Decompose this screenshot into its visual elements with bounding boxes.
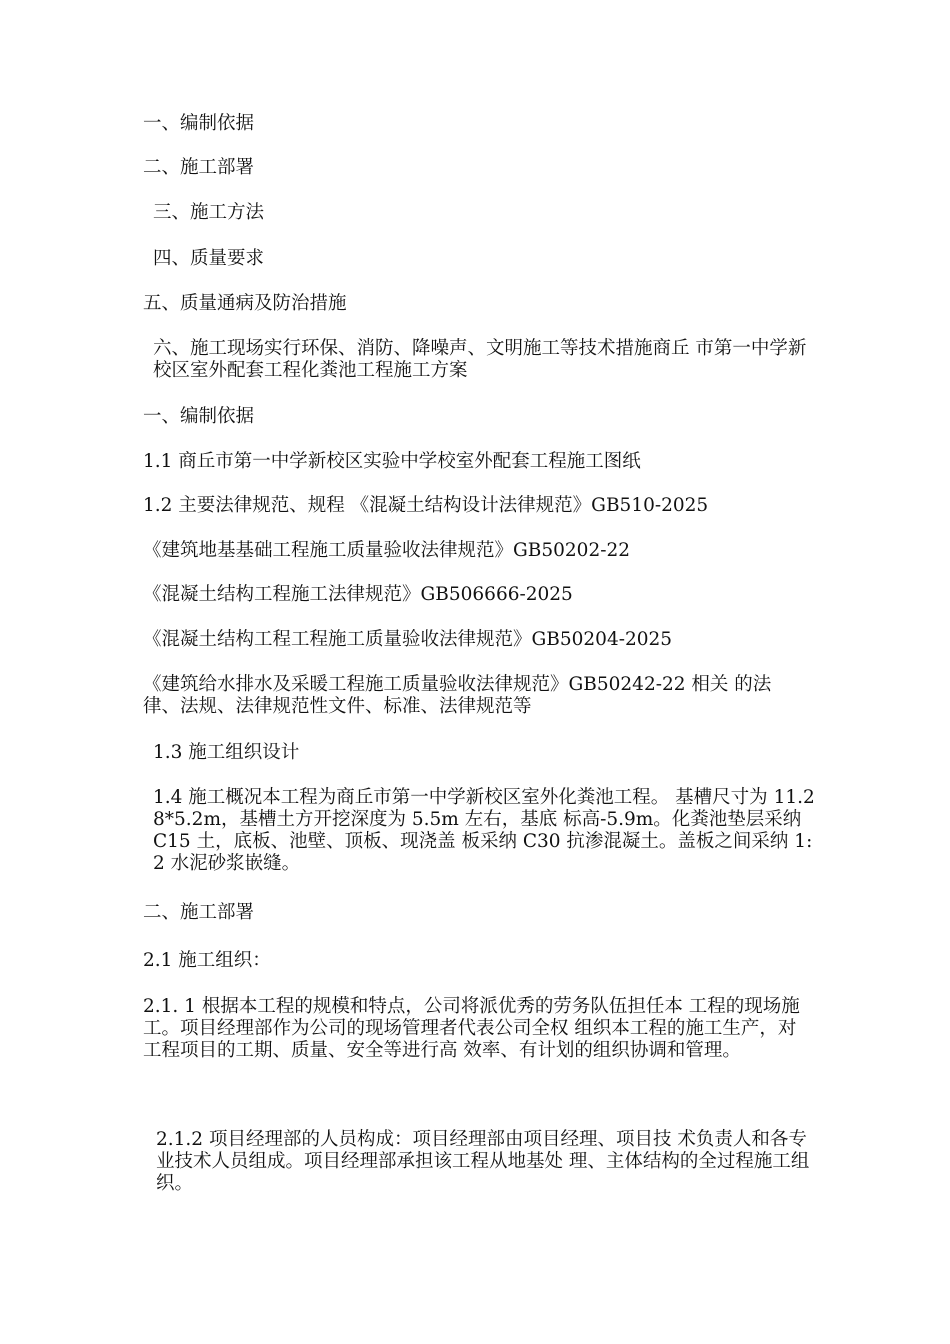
paragraph-1-1: 1.1 商丘市第一中学新校区实验中学校室外配套工程施工图纸 bbox=[143, 451, 641, 472]
section-heading-2: 二、施工部署 bbox=[143, 902, 255, 923]
paragraph-2-1-1: 2.1. 1 根据本工程的规模和特点，公司将派优秀的劳务队伍担任本 工程的现场施工。项目经理部作为公司的现场管理者代表公司全权 组织本工程的施工生产，对工程项目的工期、质量、安全等进行高 效率、有计划的组织协调和管理。 bbox=[143, 996, 800, 1061]
toc-item-2: 二、施工部署 bbox=[143, 157, 255, 178]
toc-item-3: 三、施工方法 bbox=[153, 202, 265, 223]
paragraph-1-3: 1.3 施工组织设计 bbox=[153, 742, 300, 763]
toc-item-1: 一、编制依据 bbox=[143, 113, 255, 134]
standard-ref-2: 《混凝土结构工程施工法律规范》GB506666-2025 bbox=[143, 584, 573, 605]
section-heading-1: 一、编制依据 bbox=[143, 406, 255, 427]
paragraph-1-4: 1.4 施工概况本工程为商丘市第一中学新校区室外化粪池工程。 基槽尺寸为 11.28*5.2m，基槽土方开挖深度为 5.5m 左右，基底 标高-5.9m。化粪池垫层采纳 C15 土，底板、池壁、顶板、现浇盖 板采纳 C30 抗渗混凝土。盖板之间采纳 1:2 水泥砂浆嵌缝。 bbox=[153, 787, 815, 874]
paragraph-2-1: 2.1 施工组织： bbox=[143, 950, 271, 971]
toc-item-6: 六、施工现场实行环保、消防、降噪声、文明施工等技术措施商丘 市第一中学新校区室外配套工程化粪池工程施工方案 bbox=[153, 338, 807, 381]
toc-item-4: 四、质量要求 bbox=[153, 248, 265, 269]
paragraph-1-2: 1.2 主要法律规范、规程 《混凝土结构设计法律规范》GB510-2025 bbox=[143, 495, 709, 516]
standard-ref-4: 《建筑给水排水及采暖工程施工质量验收法律规范》GB50242-22 相关 的法律、法规、法律规范性文件、标准、法律规范等 bbox=[143, 674, 772, 717]
toc-item-5: 五、质量通病及防治措施 bbox=[143, 293, 347, 314]
standard-ref-1: 《建筑地基基础工程施工质量验收法律规范》GB50202-22 bbox=[143, 540, 631, 561]
paragraph-2-1-2: 2.1.2 项目经理部的人员构成：项目经理部由项目经理、项目技 术负责人和各专业技术人员组成。项目经理部承担该工程从地基处 理、主体结构的全过程施工组织。 bbox=[156, 1129, 810, 1194]
standard-ref-3: 《混凝土结构工程工程施工质量验收法律规范》GB50204-2025 bbox=[143, 629, 673, 650]
